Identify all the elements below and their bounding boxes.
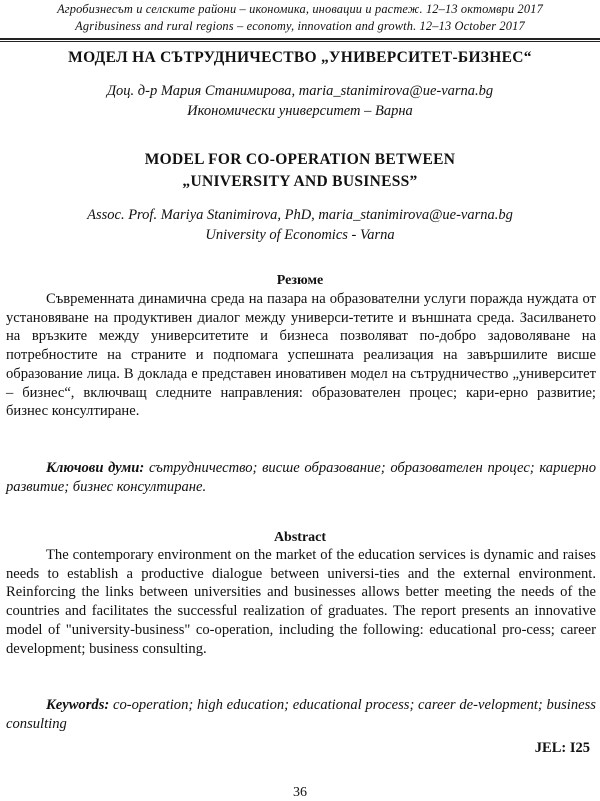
summary-text: Съвременната динамична среда на пазара на образователни услуги поражда нуждата от установяване на продуктивен диалог между универси-тетите и външната среда. Засилването на връзките между университетите и бизнеса позволяват по-добро задоволяване на потребностите на страните и подпомага успешната реализация на завършилите висше образование лица. В доклада е представен иновативен модел на сътрудничество „университет – бизнес“, включващ следните направления: образователен процес; кари-ерно развитие; бизнес консултиране. <box>6 291 596 420</box>
running-header-bg: Агробизнесът и селските райони – икономика, иновации и растеж. 12–13 октомври 2017 <box>57 2 543 16</box>
affiliation-en: University of Economics - Varna <box>205 227 395 243</box>
abstract-heading: Abstract <box>273 530 327 545</box>
running-header-en: Agribusiness and rural regions – economy, innovation and growth. 12–13 October 2017 <box>75 19 525 33</box>
jel-code: JEL: I25 <box>534 740 590 756</box>
page-number: 36 <box>293 785 307 800</box>
abstract-keywords <box>6 696 596 733</box>
affiliation-bg: Икономически университет – Варна <box>187 103 413 119</box>
keywords-list-en: co-operation; high education; educational process; career de-velopment; business consulting <box>6 697 596 732</box>
header-rule <box>0 38 600 40</box>
summary-heading: Резюме <box>276 273 324 288</box>
keywords-list-bg: сътрудничество; висше образование; образователен процес; кариерно развитие; бизнес консултиране. <box>6 460 597 495</box>
abstract-text: The contemporary environment on the market of the education services is dynamic and raises needs to establish a productive dialogue between universi-ties and the external environment. Reinforcing the links between universities and businesses allows better meeting the needs of the countries and facilitates the successful realization of graduates. The report presents an innovative model of "university-business" co-operation, including the following: educational pro-cess; career development; business consulting. <box>6 547 596 657</box>
author-line-en: Assoc. Prof. Mariya Stanimirova, PhD, maria_stanimirova@ue-varna.bg <box>87 207 513 223</box>
title-english-line1: MODEL FOR CO-OPERATION BETWEEN <box>144 151 456 168</box>
author-line-bg: Доц. д-р Мария Станимирова, maria_stanimirova@ue-varna.bg <box>106 83 494 99</box>
keywords-label-bg: Ключови думи: <box>46 460 145 476</box>
title-bulgarian: МОДЕЛ НА СЪТРУДНИЧЕСТВО „УНИВЕРСИТЕТ-БИЗНЕС“ <box>68 49 532 66</box>
keywords-label-en: Keywords: <box>46 697 110 713</box>
title-english-line2: „UNIVERSITY AND BUSINESS” <box>182 173 418 190</box>
summary-keywords <box>6 459 596 496</box>
header-rule-thin <box>0 41 600 42</box>
